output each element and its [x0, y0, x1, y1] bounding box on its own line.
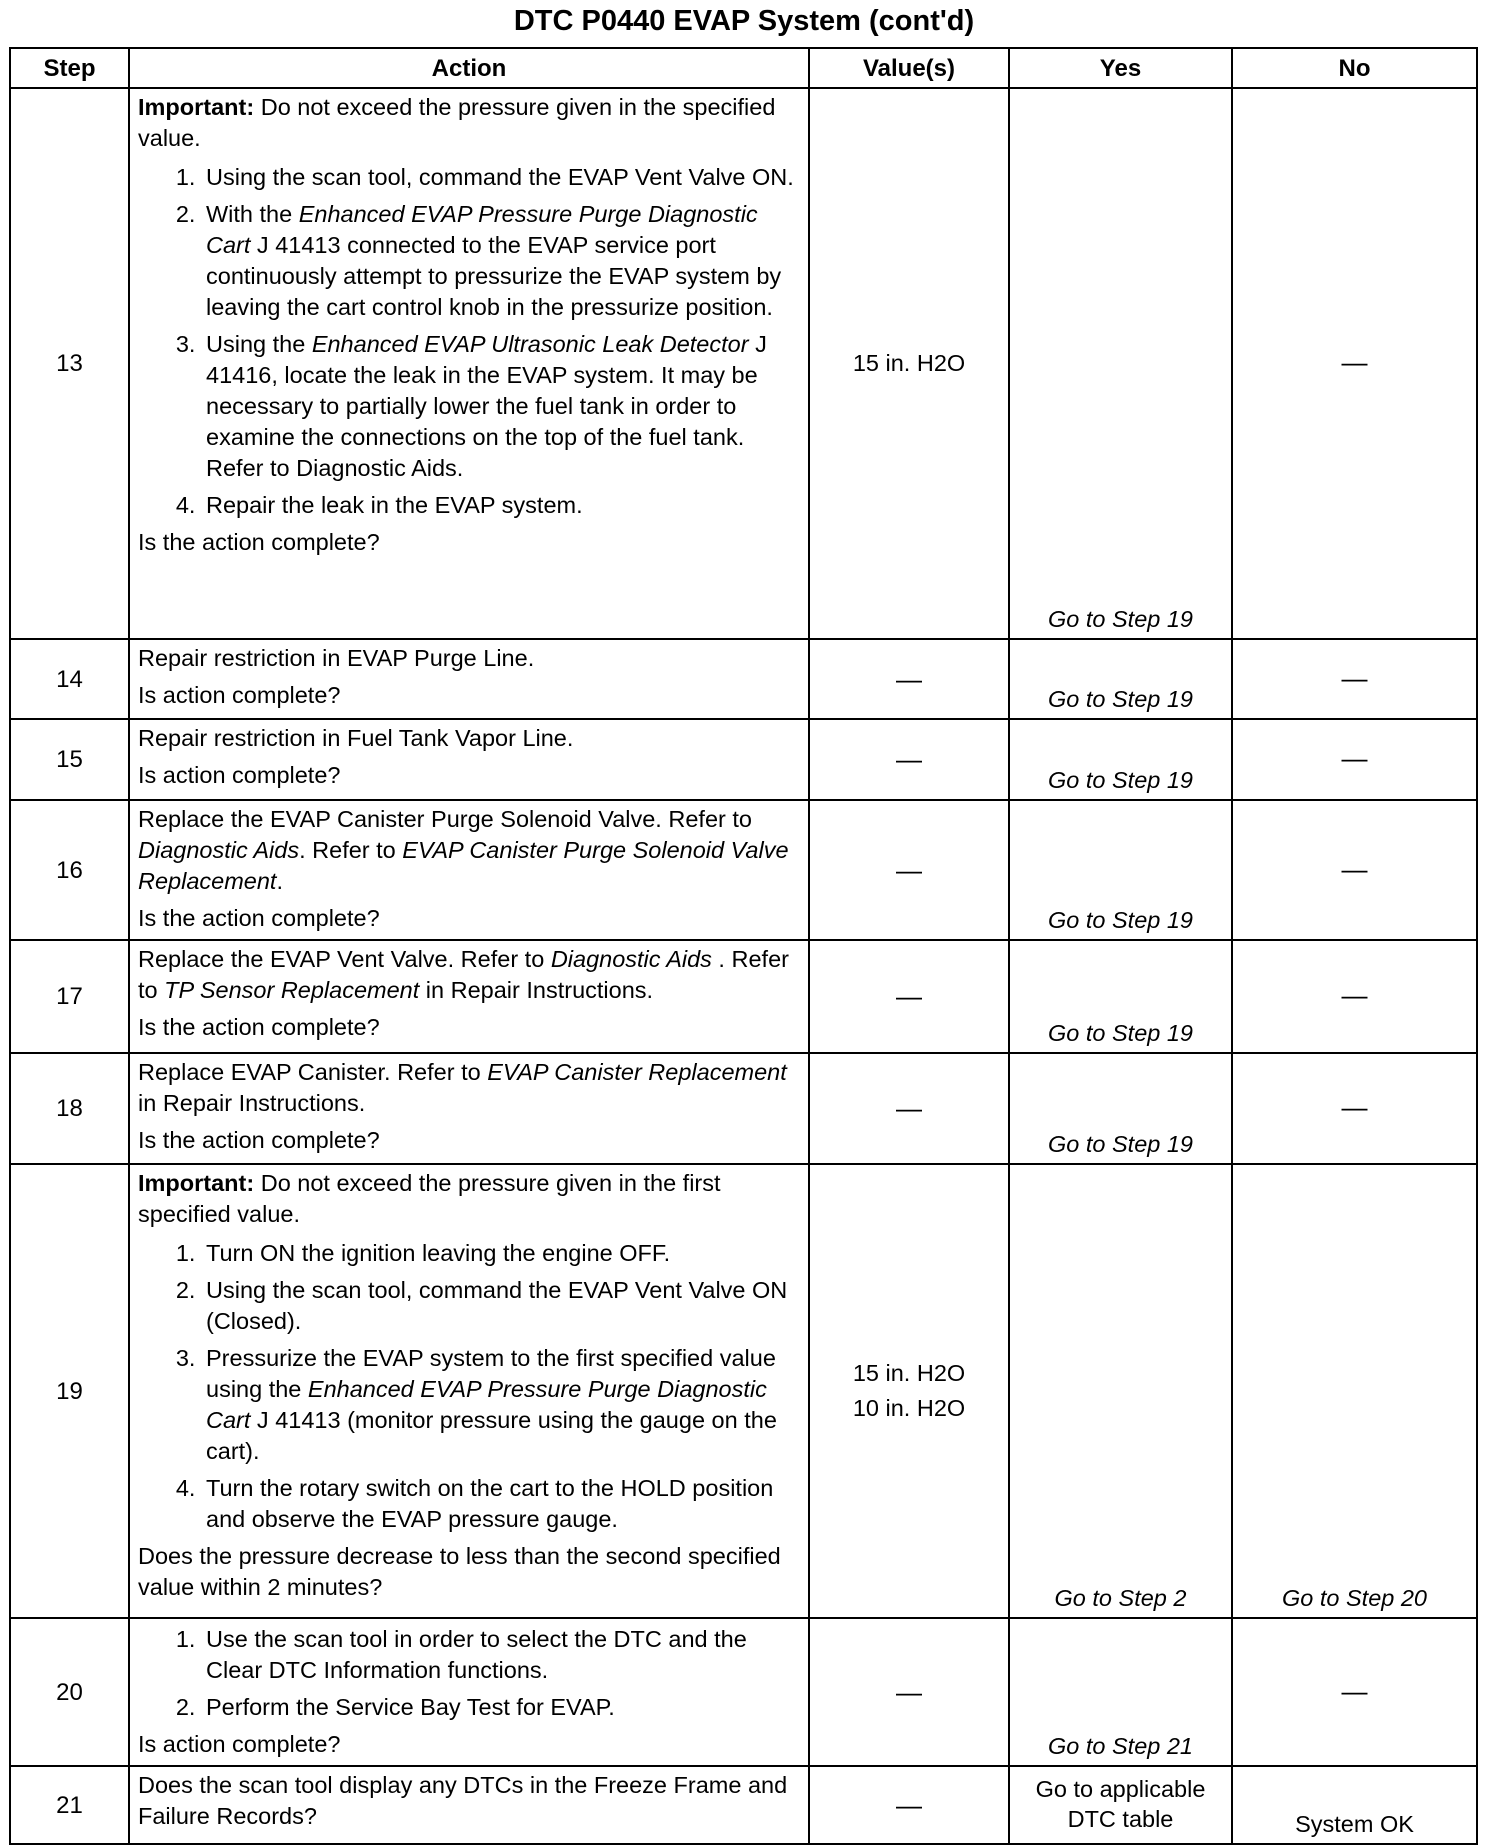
- value-cell: —: [809, 719, 1009, 800]
- table-row: [10, 800, 1477, 940]
- step-number: 15: [10, 719, 129, 800]
- important-label: Important:: [138, 1170, 255, 1196]
- value-cell: —: [809, 940, 1009, 1053]
- yes-cell: Go to Step 19: [1009, 88, 1232, 639]
- action-list: [138, 162, 802, 521]
- value-cell: —: [809, 1053, 1009, 1164]
- step-number: 16: [10, 800, 129, 940]
- yes-cell: Go to Step 21: [1009, 1618, 1232, 1766]
- action-cell: Repair restriction in EVAP Purge Line. Is action complete?: [129, 639, 809, 719]
- header-step: Step: [10, 48, 129, 88]
- action-cell: [129, 1618, 809, 1766]
- table-row: [10, 1053, 1477, 1164]
- list-item: 2. Using the scan tool, command the EVAP Vent Valve ON (Closed).: [202, 1275, 802, 1337]
- table-row: [10, 719, 1477, 800]
- step-number: 17: [10, 940, 129, 1053]
- header-yes: Yes: [1009, 48, 1232, 88]
- action-cell: Does the scan tool display any DTCs in the Freeze Frame and Failure Records?: [129, 1766, 809, 1844]
- list-item: 1. Use the scan tool in order to select the DTC and the Clear DTC Information functions.: [202, 1624, 802, 1686]
- important-note: Important: Do not exceed the pressure given in the specified value.: [138, 94, 776, 151]
- list-item: 2. With the Enhanced EVAP Pressure Purge Diagnostic Cart J 41413 connected to the EVAP service port continuously attempt to pressurize the EVAP system by leaving the cart control knob in the pressurize position.: [202, 199, 802, 323]
- action-cell: Replace the EVAP Vent Valve. Refer to Diagnostic Aids . Refer to TP Sensor Replacement in Repair Instructions. Is the action complete?: [129, 940, 809, 1053]
- action-question: Is the action complete?: [138, 529, 380, 555]
- yes-cell: Go to Step 19: [1009, 1053, 1232, 1164]
- action-question: Is action complete?: [138, 682, 341, 708]
- action-cell: Replace the EVAP Canister Purge Solenoid Valve. Refer to Diagnostic Aids. Refer to EVAP Canister Purge Solenoid Valve Replacement. Is the action complete?: [129, 800, 809, 940]
- list-item: 1. Turn ON the ignition leaving the engine OFF.: [202, 1238, 802, 1269]
- no-cell: —: [1232, 1053, 1477, 1164]
- first-specified-value: 15 in. H2O: [852, 1360, 966, 1386]
- value-cell: [809, 1164, 1009, 1618]
- step-number: 20: [10, 1618, 129, 1766]
- no-cell: —: [1232, 88, 1477, 639]
- yes-cell: Go to Step 19: [1009, 940, 1232, 1053]
- action-question: Is action complete?: [138, 1731, 341, 1757]
- header-row: [10, 48, 1477, 88]
- value-cell: —: [809, 639, 1009, 719]
- yes-cell: Go to applicable DTC table: [1009, 1766, 1232, 1844]
- no-cell: —: [1232, 940, 1477, 1053]
- action-list: [138, 1624, 802, 1723]
- value-cell: —: [809, 1766, 1009, 1844]
- step-number: 19: [10, 1164, 129, 1618]
- page-title: DTC P0440 EVAP System (cont'd): [513, 5, 975, 37]
- list-item: 3. Pressurize the EVAP system to the first specified value using the Enhanced EVAP Pressure Purge Diagnostic Cart J 41413 (monitor pressure using the gauge on the cart).: [202, 1343, 802, 1467]
- yes-cell: Go to Step 19: [1009, 719, 1232, 800]
- list-item: 4. Repair the leak in the EVAP system.: [202, 490, 802, 521]
- step-number: 13: [10, 88, 129, 639]
- value-cell: —: [809, 800, 1009, 940]
- second-specified-value: 10 in. H2O: [852, 1395, 966, 1421]
- action-question: Does the pressure decrease to less than the second specified value within 2 minutes?: [138, 1543, 781, 1600]
- important-label: Important:: [138, 94, 255, 120]
- table-row: [10, 1618, 1477, 1766]
- step-number: 18: [10, 1053, 129, 1164]
- no-cell: System OK: [1232, 1766, 1477, 1844]
- no-cell: —: [1232, 719, 1477, 800]
- no-cell: —: [1232, 1618, 1477, 1766]
- no-cell: —: [1232, 800, 1477, 940]
- no-cell: Go to Step 20: [1232, 1164, 1477, 1618]
- list-item: 2. Perform the Service Bay Test for EVAP.: [202, 1692, 802, 1723]
- list-item: 3. Using the Enhanced EVAP Ultrasonic Leak Detector J 41416, locate the leak in the EVAP system. It may be necessary to partially lower the fuel tank in order to examine the connections on the top of the fuel tank. Refer to Diagnostic Aids.: [202, 329, 802, 484]
- header-action: Action: [129, 48, 809, 88]
- action-cell: Replace EVAP Canister. Refer to EVAP Canister Replacement in Repair Instructions. Is the action complete?: [129, 1053, 809, 1164]
- yes-cell: Go to Step 19: [1009, 639, 1232, 719]
- table-row: [10, 639, 1477, 719]
- important-note: Important: Do not exceed the pressure given in the first specified value.: [138, 1170, 721, 1227]
- header-values: Value(s): [809, 48, 1009, 88]
- diagnostic-table: [9, 47, 1478, 1845]
- list-item: 1. Using the scan tool, command the EVAP Vent Valve ON.: [202, 162, 802, 193]
- action-cell: Repair restriction in Fuel Tank Vapor Line. Is action complete?: [129, 719, 809, 800]
- action-cell: [129, 1164, 809, 1618]
- action-question: Is action complete?: [138, 762, 341, 788]
- action-question: Is the action complete?: [138, 1014, 380, 1040]
- action-cell: [129, 88, 809, 639]
- table-row: [10, 88, 1477, 639]
- table-row: [10, 1164, 1477, 1618]
- step-number: 21: [10, 1766, 129, 1844]
- action-list: [138, 1238, 802, 1535]
- value-cell: 15 in. H2O: [809, 88, 1009, 639]
- action-question: Is the action complete?: [138, 1127, 380, 1153]
- table-row: [10, 940, 1477, 1053]
- step-number: 14: [10, 639, 129, 719]
- header-no: No: [1232, 48, 1477, 88]
- yes-cell: Go to Step 2: [1009, 1164, 1232, 1618]
- value-cell: —: [809, 1618, 1009, 1766]
- no-cell: —: [1232, 639, 1477, 719]
- action-question: Is the action complete?: [138, 905, 380, 931]
- table-row: [10, 1766, 1477, 1844]
- list-item: 4. Turn the rotary switch on the cart to the HOLD position and observe the EVAP pressure gauge.: [202, 1473, 802, 1535]
- yes-cell: Go to Step 19: [1009, 800, 1232, 940]
